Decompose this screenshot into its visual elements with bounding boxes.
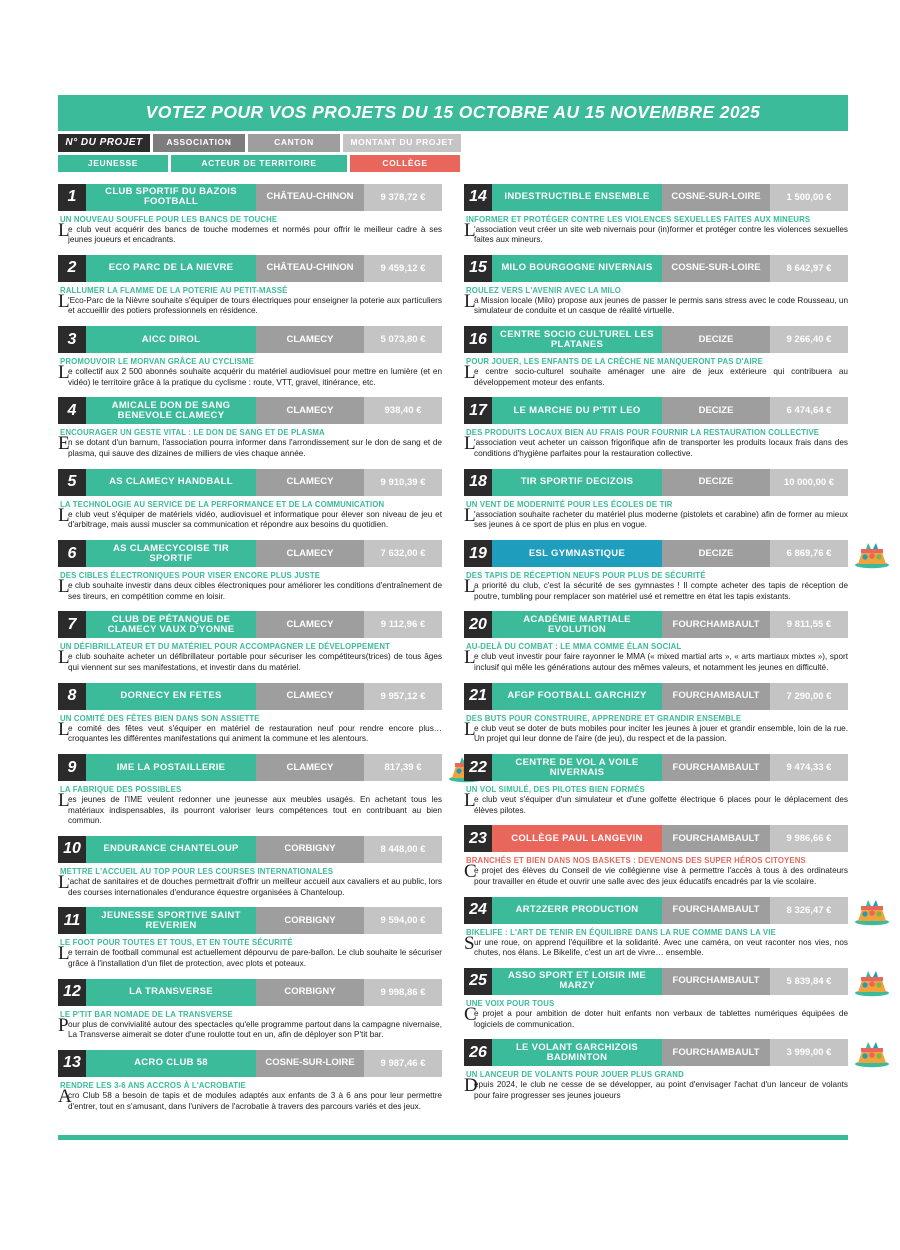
drop-cap: L <box>58 290 70 312</box>
project-canton: COSNE-SUR-LOIRE <box>662 184 770 211</box>
project-canton: FOURCHAMBAULT <box>662 968 770 995</box>
project-amount: 5 073,80 € <box>364 326 442 353</box>
project-header-row <box>58 397 442 424</box>
project-number: 3 <box>58 326 86 353</box>
drop-cap: L <box>58 871 70 893</box>
project-card <box>58 469 442 531</box>
project-card <box>464 1039 848 1101</box>
project-number: 1 <box>58 184 86 211</box>
projects-columns <box>58 184 848 1122</box>
project-number: 6 <box>58 540 86 567</box>
project-description-text: epuis 2024, le club ne cesse de se développer, au point d'envisager l'achat d'un lanceur de volants pour faire progresser ses jeunes joueurs <box>474 1080 848 1100</box>
project-description-text: e club veut s'équiper de matériels vidéo, audiovisuel et informatique pour élever son niveau de jeu et d'arbitrage, mais aussi muscler sa communication et répondre aux besoins du quotidien. <box>68 509 442 530</box>
project-description-text: e club veut s'équiper d'un simulateur et d'une golfette électrique 6 places pour le déplacement des élèves pilotes. <box>474 795 848 815</box>
project-number: 11 <box>58 907 86 934</box>
drop-cap: L <box>58 943 70 965</box>
project-association-name: AMICALE DON DE SANG BENEVOLE CLAMECY <box>86 397 256 424</box>
project-header-row <box>58 1050 442 1077</box>
project-association-name: IME LA POSTAILLERIE <box>86 754 256 781</box>
project-number: 9 <box>58 754 86 781</box>
project-slogan: LE P'TIT BAR NOMADE DE LA TRANSVERSE <box>60 1009 233 1019</box>
project-slogan: ENCOURAGER UN GESTE VITAL : LE DON DE SANG ET DE PLASMA <box>60 428 325 438</box>
project-header-row <box>464 1039 848 1066</box>
project-canton: COSNE-SUR-LOIRE <box>256 1050 364 1077</box>
project-canton: FOURCHAMBAULT <box>662 683 770 710</box>
project-slogan: DES CIBLES ÉLECTRONIQUES POUR VISER ENCORE PLUS JUSTE <box>60 571 321 581</box>
project-description-text: e centre socio-culturel souhaite aménager une aire de jeux extérieure qui contribuera au développement moteur des enfants. <box>474 367 848 387</box>
project-description-text: 'association veut créer un site web nivernais pour (in)former et protéger contre les violences sexuelles faites aux mineurs. <box>474 224 848 245</box>
project-card <box>464 897 848 959</box>
legend-acteur-territoire: ACTEUR DE TERRITOIRE <box>171 155 347 172</box>
project-amount: 8 642,97 € <box>770 255 848 282</box>
project-amount: 7 632,00 € <box>364 540 442 567</box>
project-association-name: CENTRE SOCIO CULTUREL LES PLATANES <box>492 326 662 353</box>
project-description-text: e club veut se doter de buts mobiles pour inciter les jeunes à jouer et grandir ensemble, loin de la rue. Un projet qui leur donne de l'aire (de jeu), du respect et de la passion. <box>474 723 848 744</box>
project-canton: CHÂTEAU-CHINON <box>256 184 364 211</box>
project-slogan: BRANCHÉS ET BIEN DANS NOS BASKETS : DEVENONS DES SUPER HÉROS CITOYENS <box>466 856 806 866</box>
project-canton: DECIZE <box>662 397 770 424</box>
project-card <box>464 326 848 388</box>
project-number: 20 <box>464 611 492 638</box>
project-card <box>464 968 848 1030</box>
project-amount: 9 378,72 € <box>364 184 442 211</box>
project-slogan: UNE VOIX POUR TOUS <box>466 998 555 1008</box>
project-amount: 10 000,00 € <box>770 469 848 496</box>
project-association-name: ACADÉMIE MARTIALE EVOLUTION <box>492 611 662 638</box>
project-canton: CLAMECY <box>256 397 364 424</box>
project-header-row <box>58 611 442 638</box>
project-card <box>58 683 442 745</box>
project-number: 8 <box>58 683 86 710</box>
project-header-row <box>58 683 442 710</box>
project-description-text: e club veut investir pour faire rayonner le MMA (« mixed martial arts », « arts martiaux mixtes »), sport inclusif qui mêle les générations autour des mêmes valeurs, et notamment les jeunes en difficulté. <box>474 652 848 673</box>
project-card <box>58 754 442 827</box>
project-canton: CORBIGNY <box>256 907 364 934</box>
project-header-row <box>464 611 848 638</box>
project-association-name: MILO BOURGOGNE NIVERNAIS <box>492 255 662 282</box>
project-card <box>464 611 848 673</box>
coup-de-coeur-icon <box>852 540 892 570</box>
project-number: 26 <box>464 1039 492 1066</box>
project-amount: 9 811,55 € <box>770 611 848 638</box>
drop-cap: L <box>464 576 476 598</box>
project-header-row <box>464 683 848 710</box>
project-number: 7 <box>58 611 86 638</box>
drop-cap: P <box>58 1014 69 1036</box>
project-card <box>464 469 848 531</box>
project-header-row <box>464 397 848 424</box>
project-description-text: e collectif aux 2 500 abonnés souhaite acquérir du matériel audiovisuel pour mettre en lumière (et en vidéo) le territoire grâce à la pratique du cyclisme : route, VTT, gravel, itinérance, etc. <box>68 367 442 387</box>
project-card <box>58 540 442 602</box>
project-header-row <box>58 255 442 282</box>
project-card <box>464 683 848 745</box>
project-slogan: ROULEZ VERS L'AVENIR AVEC LA MILO <box>466 285 621 295</box>
project-description-text: e projet a pour ambition de doter huit enfants non verbaux de tablettes numériques équipées de logiciels de communication. <box>474 1008 848 1029</box>
project-number: 23 <box>464 825 492 852</box>
project-description-text: our plus de convivialité autour des spectacles qu'elle programme partout dans la campagne nivernaise, La Transverse aimerait se doter d'une roulotte tout en un, afin de déployer son P'tit bar. <box>68 1019 442 1040</box>
project-association-name: ASSO SPORT ET LOISIR IME MARZY <box>492 968 662 995</box>
project-amount: 5 839,84 € <box>770 968 848 995</box>
project-amount: 9 459,12 € <box>364 255 442 282</box>
project-association-name: ESL GYMNASTIQUE <box>492 540 662 567</box>
project-number: 4 <box>58 397 86 424</box>
project-amount: 9 594,00 € <box>364 907 442 934</box>
project-association-name: COLLÈGE PAUL LANGEVIN <box>492 825 662 852</box>
project-header-row <box>58 979 442 1006</box>
project-description-text: e club veut acquérir des bancs de touche modernes et normés pour offrir le meilleur cadre à ses jeunes joueurs et encadrants. <box>68 224 442 245</box>
project-number: 16 <box>464 326 492 353</box>
project-association-name: JEUNESSE SPORTIVE SAINT REVERIEN <box>86 907 256 934</box>
project-amount: 8 326,47 € <box>770 897 848 924</box>
projects-column-left <box>58 184 442 1122</box>
project-description-text: 'association veut acheter un caisson frigorifique afin de transporter les produits locaux frais dans des conditions d'hygiène parfaites pour la restauration collective. <box>474 438 848 459</box>
footer-bar <box>58 1135 848 1140</box>
project-card <box>58 184 442 246</box>
poster-sheet <box>58 95 848 1140</box>
project-number: 22 <box>464 754 492 781</box>
drop-cap: L <box>464 718 476 740</box>
project-canton: CLAMECY <box>256 611 364 638</box>
project-card <box>464 754 848 816</box>
project-header-row <box>464 469 848 496</box>
project-card <box>464 397 848 459</box>
project-slogan: DES TAPIS DE RÉCEPTION NEUFS POUR PLUS DE SÉCURITÉ <box>466 571 706 581</box>
project-description-text: n se dotant d'un barnum, l'association pourra informer dans l'arrondissement sur le don de sang et de plasma, qui sauve des dizaines de milliers de vies chaque année. <box>68 438 442 459</box>
coup-de-coeur-icon <box>852 897 892 927</box>
project-association-name: TIR SPORTIF DECIZOIS <box>492 469 662 496</box>
project-number: 19 <box>464 540 492 567</box>
legend-num: N° DU PROJET <box>58 134 150 152</box>
legend-montant: MONTANT DU PROJET <box>343 134 461 152</box>
project-number: 2 <box>58 255 86 282</box>
legend-college: COLLÈGE <box>350 155 460 172</box>
project-card <box>58 397 442 459</box>
project-card <box>464 255 848 317</box>
project-canton: FOURCHAMBAULT <box>662 611 770 638</box>
project-header-row <box>58 184 442 211</box>
project-canton: CORBIGNY <box>256 836 364 863</box>
project-number: 24 <box>464 897 492 924</box>
project-association-name: CENTRE DE VOL A VOILE NIVERNAIS <box>492 754 662 781</box>
project-association-name: ECO PARC DE LA NIEVRE <box>86 255 256 282</box>
project-amount: 6 474,64 € <box>770 397 848 424</box>
project-description-text: e projet des élèves du Conseil de vie collégienne vise à permettre l'accès à tous à des ordinateurs pour travailler en étude et ouvrir une salle avec des jeux éducatifs encadrés par la vie scolaire. <box>474 866 848 886</box>
project-amount: 9 986,66 € <box>770 825 848 852</box>
project-canton: FOURCHAMBAULT <box>662 897 770 924</box>
drop-cap: L <box>464 647 476 669</box>
project-association-name: AICC DIROL <box>86 326 256 353</box>
project-amount: 9 987,46 € <box>364 1050 442 1077</box>
drop-cap: S <box>464 932 475 954</box>
drop-cap: L <box>464 790 476 811</box>
project-slogan: BIKELIFE : L'ART DE TENIR EN ÉQUILIBRE DANS LA RUE COMME DANS LA VIE <box>466 927 776 937</box>
project-description <box>58 790 442 827</box>
project-description-text: 'achat de sanitaires et de douches permettrait d'offrir un meilleur accueil aux cavaliers et au public, lors des courses internationales d'endurance équestre organisées à Chanteloup. <box>68 876 442 897</box>
project-description-text: a priorité du club, c'est la sécurité de ses gymnastes ! Il compte acheter des tapis de réception de poutre, tumbling pour remplacer son matériel usé et remettre en état les tapis existants. <box>474 581 848 601</box>
project-slogan: DES PRODUITS LOCAUX BIEN AU FRAIS POUR FOURNIR LA RESTAURATION COLLECTIVE <box>466 428 820 438</box>
project-association-name: ACRO CLUB 58 <box>86 1050 256 1077</box>
project-canton: CLAMECY <box>256 683 364 710</box>
project-canton: DECIZE <box>662 469 770 496</box>
project-association-name: INDESTRUCTIBLE ENSEMBLE <box>492 184 662 211</box>
drop-cap: L <box>464 219 476 241</box>
drop-cap: E <box>58 433 70 455</box>
project-amount: 9 998,86 € <box>364 979 442 1006</box>
projects-column-right <box>464 184 848 1122</box>
project-canton: CLAMECY <box>256 469 364 496</box>
drop-cap: L <box>58 647 70 669</box>
project-slogan: LA TECHNOLOGIE AU SERVICE DE LA PERFORMANCE ET DE LA COMMUNICATION <box>60 499 385 509</box>
drop-cap: C <box>464 861 477 883</box>
project-header-row <box>58 836 442 863</box>
project-amount: 1 500,00 € <box>770 184 848 211</box>
project-header-row <box>58 469 442 496</box>
project-amount: 8 448,00 € <box>364 836 442 863</box>
project-description-text: cro Club 58 a besoin de tapis et de modules adaptés aux enfants de 3 à 6 ans pour leur permettre d'entrer, tout en s'amusant, dans l'univers de l'acrobatie à travers des parcours variés et des jeux. <box>68 1090 442 1111</box>
project-description <box>464 219 848 246</box>
project-slogan: UN LANCEUR DE VOLANTS POUR JOUER PLUS GRAND <box>466 1070 684 1080</box>
project-canton: COSNE-SUR-LOIRE <box>662 255 770 282</box>
drop-cap: L <box>58 219 70 241</box>
project-amount: 9 112,96 € <box>364 611 442 638</box>
project-description <box>464 790 848 816</box>
project-canton: CLAMECY <box>256 540 364 567</box>
project-number: 18 <box>464 469 492 496</box>
project-card <box>58 255 442 317</box>
project-card <box>58 326 442 388</box>
drop-cap: L <box>464 362 476 384</box>
project-slogan: UN NOUVEAU SOUFFLE POUR LES BANCS DE TOUCHE <box>60 214 278 224</box>
project-header-row <box>464 825 848 852</box>
project-number: 25 <box>464 968 492 995</box>
project-card <box>58 836 442 898</box>
coup-de-coeur-icon <box>852 1039 892 1069</box>
project-number: 5 <box>58 469 86 496</box>
project-header-row <box>464 184 848 211</box>
project-canton: FOURCHAMBAULT <box>662 1039 770 1066</box>
drop-cap: L <box>464 290 476 312</box>
project-header-row <box>464 754 848 781</box>
project-slogan: UN VOL SIMULÉ, DES PILOTES BIEN FORMÉS <box>466 785 645 794</box>
project-header-row <box>58 907 442 934</box>
project-slogan: POUR JOUER, LES ENFANTS DE LA CRÈCHE NE MANQUERONT PAS D'AIRE <box>466 357 763 367</box>
project-amount: 9 474,33 € <box>770 754 848 781</box>
project-slogan: LE FOOT POUR TOUTES ET TOUS, ET EN TOUTE SÉCURITÉ <box>60 938 293 948</box>
project-header-row <box>464 326 848 353</box>
legend-jeunesse: JEUNESSE <box>58 155 168 172</box>
project-card <box>464 540 848 602</box>
project-description-text: ur une roue, on apprend l'équilibre et la solidarité. Avec une caméra, on veut raconter nos vies, nos chutes, nos élans. Le Bikelife, c'est un art de vivre… ensemble. <box>474 937 848 958</box>
legend-association: ASSOCIATION <box>153 134 245 152</box>
drop-cap: C <box>464 1003 477 1025</box>
project-card <box>464 184 848 246</box>
page-title: VOTEZ POUR VOS PROJETS DU 15 OCTOBRE AU 15 NOVEMBRE 2025 <box>58 95 848 131</box>
project-slogan: UN VENT DE MODERNITÉ POUR LES ÉCOLES DE TIR <box>466 499 673 509</box>
project-slogan: PROMOUVOIR LE MORVAN GRÂCE AU CYCLISME <box>60 357 254 367</box>
project-association-name: LE VOLANT GARCHIZOIS BADMINTON <box>492 1039 662 1066</box>
project-number: 13 <box>58 1050 86 1077</box>
project-number: 12 <box>58 979 86 1006</box>
project-amount: 9 266,40 € <box>770 326 848 353</box>
legend-row-bottom <box>58 155 848 172</box>
coup-de-coeur-icon <box>852 968 892 998</box>
project-canton: DECIZE <box>662 326 770 353</box>
project-description-text: 'Eco-Parc de la Nièvre souhaite s'équiper de tours électriques pour enseigner la poterie aux particuliers et accueillir des potiers professionnels en résidence. <box>68 295 442 316</box>
project-slogan: RALLUMER LA FLAMME DE LA POTERIE AU PETIT-MASSÉ <box>60 285 288 295</box>
drop-cap: L <box>58 790 70 811</box>
project-slogan: DES BUTS POUR CONSTRUIRE, APPRENDRE ET GRANDIR ENSEMBLE <box>466 713 742 723</box>
project-description-text: 'association souhaite racheter du matériel plus moderne (pistolets et carabine) afin de former au mieux ses jeunes à ce sport de plus en plus en vogue. <box>474 509 848 530</box>
project-association-name: ENDURANCE CHANTELOUP <box>86 836 256 863</box>
project-canton: CORBIGNY <box>256 979 364 1006</box>
drop-cap: A <box>58 1085 72 1107</box>
project-amount: 938,40 € <box>364 397 442 424</box>
legend-canton: CANTON <box>248 134 340 152</box>
project-description-text: e terrain de football communal est actuellement dépourvu de pare-ballon. Le club souhaite le sécuriser grâce à l'installation d'un filet de protection, avec plots et poteaux. <box>68 948 442 968</box>
project-association-name: AS CLAMECYCOISE TIR SPORTIF <box>86 540 256 567</box>
legend-row-top <box>58 134 848 152</box>
project-canton: CLAMECY <box>256 754 364 781</box>
project-canton: DECIZE <box>662 540 770 567</box>
project-slogan: RENDRE LES 3-6 ANS ACCROS À L'ACROBATIE <box>60 1080 246 1090</box>
project-header-row <box>464 897 848 924</box>
project-slogan: UN COMITÉ DES FÊTES BIEN DANS SON ASSIETTE <box>60 713 260 723</box>
project-header-row <box>58 326 442 353</box>
project-header-row <box>464 540 848 567</box>
project-description-text: a Mission locale (Milo) propose aux jeunes de passer le permis sans stress avec le code Rousseau, un simulateur de conduite et un casque de réalité virtuelle. <box>474 295 848 316</box>
project-number: 15 <box>464 255 492 282</box>
project-association-name: CLUB DE PÉTANQUE DE CLAMECY VAUX D'YONNE <box>86 611 256 638</box>
project-amount: 7 290,00 € <box>770 683 848 710</box>
drop-cap: L <box>58 718 70 740</box>
project-association-name: AFGP FOOTBALL GARCHIZY <box>492 683 662 710</box>
project-description-text: e club souhaite investir dans deux cibles électroniques pour améliorer les conditions d'entraînement de ses tireurs, en compétition comme en loisir. <box>68 581 442 601</box>
project-amount: 9 957,12 € <box>364 683 442 710</box>
project-card <box>58 979 442 1041</box>
project-description-text: es jeunes de l'IME veulent redonner une jeunesse aux meubles usagés. En achetant tous les matériaux indispensables, ils pourront valoriser leurs compétences tout en contribuant au bien commun. <box>68 795 442 826</box>
project-amount: 6 869,76 € <box>770 540 848 567</box>
project-canton: FOURCHAMBAULT <box>662 825 770 852</box>
project-canton: CLAMECY <box>256 326 364 353</box>
project-card <box>464 825 848 887</box>
project-amount: 3 999,00 € <box>770 1039 848 1066</box>
project-header-row <box>58 754 442 781</box>
project-association-name: LE MARCHE DU P'TIT LEO <box>492 397 662 424</box>
drop-cap: L <box>58 504 70 526</box>
project-slogan: AU-DELÀ DU COMBAT : LE MMA COMME ÉLAN SOCIAL <box>466 642 682 652</box>
project-canton: CHÂTEAU-CHINON <box>256 255 364 282</box>
drop-cap: L <box>464 433 476 455</box>
project-canton: FOURCHAMBAULT <box>662 754 770 781</box>
project-description-text: e comité des fêtes veut s'équiper en matériel de restauration neuf pour rendre encore plus… croquantes les différentes manifestations qui animent la commune et les alentours. <box>68 723 442 744</box>
drop-cap: L <box>58 362 70 384</box>
project-association-name: LA TRANSVERSE <box>86 979 256 1006</box>
legend <box>58 134 848 172</box>
project-header-row <box>464 968 848 995</box>
project-association-name: CLUB SPORTIF DU BAZOIS FOOTBALL <box>86 184 256 211</box>
project-slogan: METTRE L'ACCUEIL AU TOP POUR LES COURSES INTERNATIONALES <box>60 866 334 876</box>
project-slogan: LA FABRIQUE DES POSSIBLES <box>60 785 182 794</box>
project-description-text: e club souhaite acheter un défibrillateur portable pour sécuriser les compétiteurs(trices) de tous âges qui viennent sur ses manifestations, et investir dans du matériel. <box>68 652 442 673</box>
drop-cap: L <box>58 576 70 598</box>
project-header-row <box>58 540 442 567</box>
drop-cap: D <box>464 1075 478 1097</box>
project-number: 14 <box>464 184 492 211</box>
project-amount: 9 910,39 € <box>364 469 442 496</box>
project-slogan: UN DÉFIBRILLATEUR ET DU MATÉRIEL POUR ACCOMPAGNER LE DÉVELOPPEMENT <box>60 642 391 652</box>
project-slogan: INFORMER ET PROTÉGER CONTRE LES VIOLENCES SEXUELLES FAITES AUX MINEURS <box>466 214 811 224</box>
project-association-name: AS CLAMECY HANDBALL <box>86 469 256 496</box>
project-association-name: DORNECY EN FETES <box>86 683 256 710</box>
drop-cap: L <box>464 504 476 526</box>
project-header-row <box>464 255 848 282</box>
project-amount: 817,39 € <box>364 754 442 781</box>
project-number: 10 <box>58 836 86 863</box>
project-number: 17 <box>464 397 492 424</box>
project-card <box>58 907 442 969</box>
project-association-name: ART2ZERR PRODUCTION <box>492 897 662 924</box>
project-number: 21 <box>464 683 492 710</box>
project-card <box>58 611 442 673</box>
project-card <box>58 1050 442 1112</box>
